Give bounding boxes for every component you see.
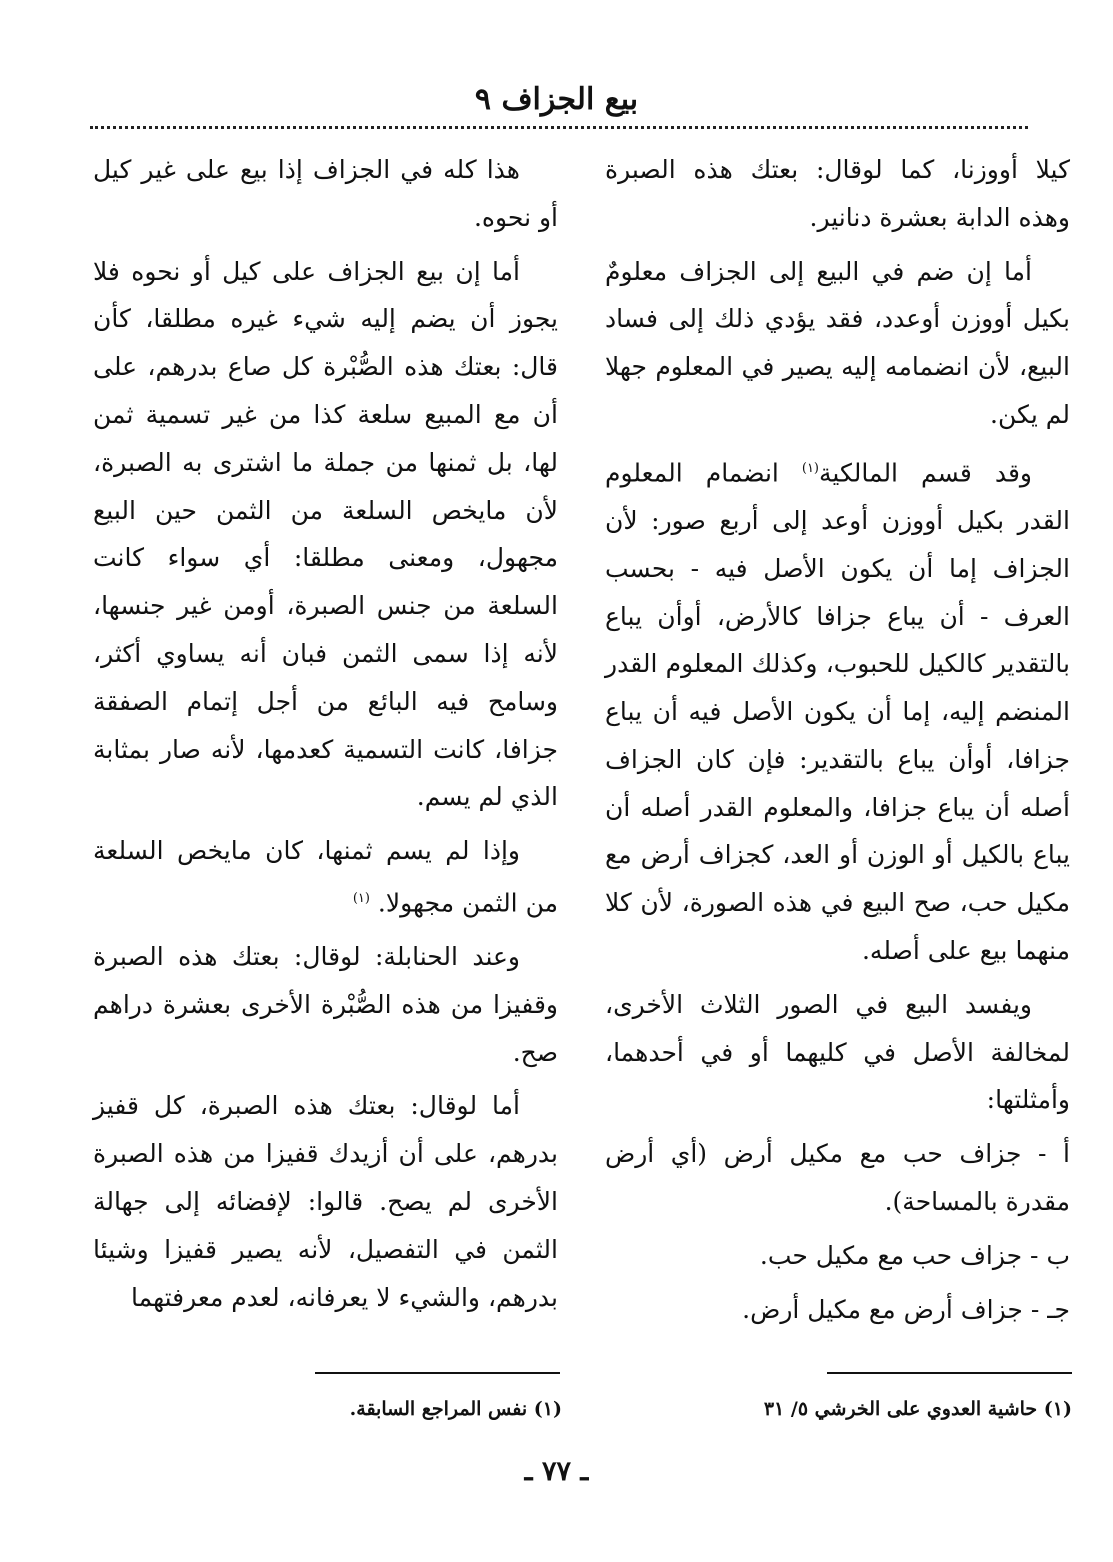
paragraph: أما إن بيع الجزاف على كيل أو نحوه فلا يجوز أن يضم إليه شيء غيره مطلقا، كأن قال: بعتك هذه الصُّبْرة كل صاع بدرهم، على أن مع المبيع سلعة كذا من غير تسمية ثمن لها، بل ثمنها من جملة ما اشترى به الصبرة، لأن مايخص السلعة من الثمن حين البيع مجهول، ومعنى مطلقا: أي سواء كانت السلعة من جنس الصبرة، أومن غير جنسها، لأنه إذا سمى الثمن فبان أنه يساوي أكثر، وسامح فيه البائع من أجل إتمام الصفقة جزافا، كانت التسمية كعدمها، لأنه صار بمثابة الذي لم يسم.	[93, 256, 558, 812]
paragraph: هذا كله في الجزاف إذا بيع على غير كيل أو نحوه.	[93, 155, 558, 232]
list-item: جـ - جزاف أرض مع مكيل أرض.	[742, 1294, 1070, 1324]
paragraph-lead: وقد قسم المالكية	[819, 458, 1033, 488]
paragraph: أما لوقال: بعتك هذه الصبرة، كل قفيز بدرهم، على أن أزيدك قفيزا من هذه الصبرة الأخرى لم يصح. قالوا: لإفضائه إلى جهالة الثمن في التفصيل، لأنه يصير قفيزا وشيئا بدرهم، والشيء لا يعرفانه، لعدم معرفتهما	[93, 1091, 558, 1312]
paragraph	[93, 827, 558, 927]
list-item: ب - جزاف حب مع مكيل حب.	[759, 1240, 1070, 1270]
paragraph: كيلا أووزنا، كما لوقال: بعتك هذه الصبرة وهذه الدابة بعشرة دنانير.	[605, 155, 1070, 232]
left-text-column	[93, 146, 558, 1327]
footnote-left: (١) نفس المراجع السابقة.	[349, 1398, 562, 1420]
paragraph-body: وإذا لم يسم ثمنها، كان مايخص السلعة من الثمن مجهولا.	[93, 836, 558, 918]
header-dotted-divider	[90, 126, 1028, 129]
footnote-rule-left	[315, 1372, 560, 1374]
footnote-rule-right	[827, 1372, 1072, 1374]
right-text-column	[605, 146, 1070, 1339]
list-item: أ - جزاف حب مع مكيل أرض (أي أرض مقدرة بالمساحة).	[605, 1139, 1070, 1217]
page-number: ـ ٧٧ ـ	[524, 1456, 589, 1487]
footnote-marker: (١)	[352, 890, 370, 906]
page-header-title: بيع الجزاف ٩	[474, 82, 639, 117]
footnote-marker: (١)	[801, 460, 819, 476]
paragraph-body: انضمام المعلوم القدر بكيل أووزن أوعد إلى أربع صور: لأن الجزاف إما أن يكون الأصل فيه - بحسب العرف - أن يباع جزافا كالأرض، أوأن يباع بالتقدير كالكيل للحبوب، وكذلك المعلوم القدر المنضم إليه، إما أن يكون الأصل فيه أن يباع جزافا، أوأن يباع بالتقدير: فإن كان الجزاف أصله أن يباع جزافا، والمعلوم القدر أصله أن يباع بالكيل أو الوزن أو العد، كجزاف أرض مع مكيل حب، صح البيع في هذه الصورة، لأن كلا منهما بيع على أصله.	[605, 458, 1070, 966]
paragraph: وعند الحنابلة: لوقال: بعتك هذه الصبرة وقفيزا من هذه الصُّبْرة الأخرى بعشرة دراهم صح.	[93, 942, 558, 1067]
footnote-right: (١) حاشية العدوي على الخرشي ٥/ ٣١	[763, 1398, 1072, 1420]
paragraph: ويفسد البيع في الصور الثلاث الأخرى، لمخالفة الأصل في كليهما أو في أحدهما، وأمثلتها:	[605, 989, 1070, 1115]
paragraph	[605, 445, 1070, 975]
paragraph: أما إن ضم في البيع إلى الجزاف معلومٌ بكيل أووزن أوعدد، فقد يؤدي ذلك إلى فساد البيع، لأن انضمامه إليه يصير في المعلوم جهلا لم يكن.	[605, 256, 1070, 429]
